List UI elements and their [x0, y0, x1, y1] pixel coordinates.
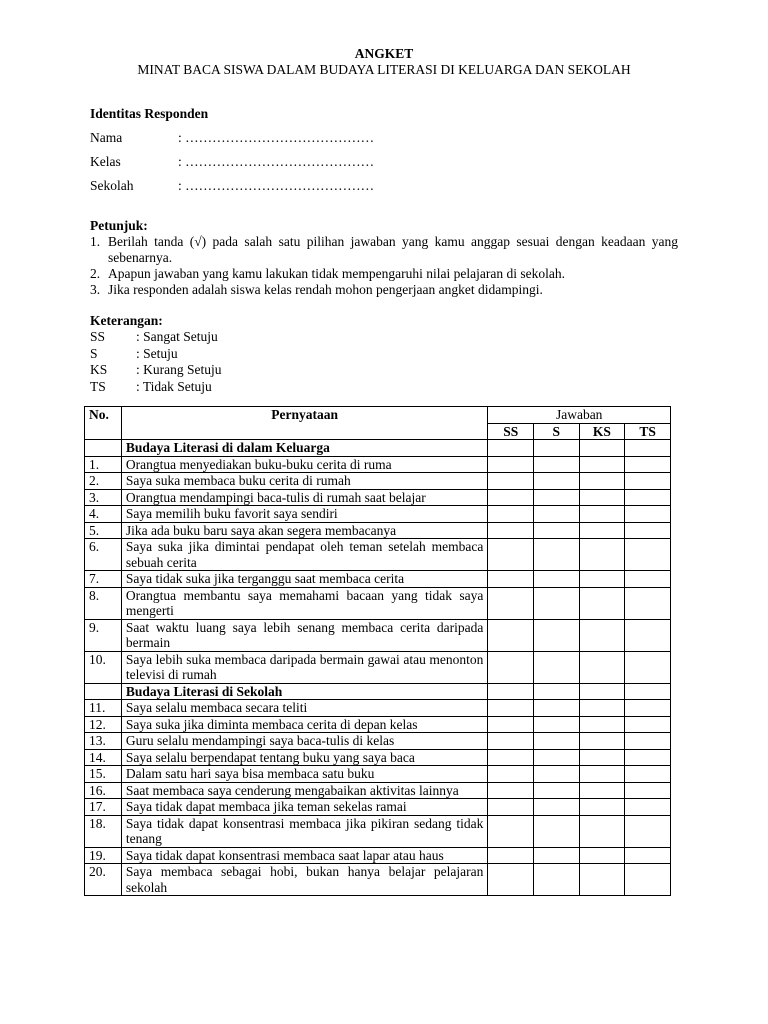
answer-cell-ks[interactable]	[579, 473, 625, 490]
identity-label: Sekolah	[90, 178, 134, 193]
table-row	[85, 456, 671, 473]
statement-text: Saya suka membaca buku cerita di rumah	[121, 473, 488, 490]
group-row	[85, 440, 671, 457]
answer-cell-ts[interactable]	[625, 522, 671, 539]
answer-cell-s[interactable]	[534, 749, 580, 766]
group-answer-cell	[534, 440, 580, 457]
statement-text: Orangtua menyediakan buku-buku cerita di ruma	[121, 456, 488, 473]
group-row	[85, 683, 671, 700]
identity-heading: Identitas Responden	[90, 106, 209, 121]
answer-cell-ks[interactable]	[579, 847, 625, 864]
table-row	[85, 749, 671, 766]
answer-cell-ks[interactable]	[579, 506, 625, 523]
answer-cell-ts[interactable]	[625, 749, 671, 766]
legend-item	[90, 346, 678, 363]
questionnaire-body	[85, 440, 671, 896]
answer-cell-s[interactable]	[534, 619, 580, 651]
statement-text: Saya tidak dapat membaca jika teman sekelas ramai	[121, 799, 488, 816]
statement-text: Saya suka jika diminta membaca cerita di depan kelas	[121, 716, 488, 733]
instruction-number: 1.	[90, 234, 101, 249]
group-answer-cell	[625, 440, 671, 457]
answer-cell-s[interactable]	[534, 716, 580, 733]
answer-cell-ts[interactable]	[625, 456, 671, 473]
row-number: 20.	[85, 864, 122, 896]
answer-cell-ks[interactable]	[579, 733, 625, 750]
answer-cell-ts[interactable]	[625, 766, 671, 783]
statement-text: Guru selalu mendampingi saya baca-tulis di kelas	[121, 733, 488, 750]
identity-field-kelas[interactable]	[90, 154, 678, 170]
instruction-item	[90, 266, 678, 282]
identity-blank[interactable]: : ……………………………………	[178, 178, 375, 193]
legend-code: S	[90, 345, 98, 361]
answer-cell-s[interactable]	[534, 522, 580, 539]
answer-cell-s[interactable]	[534, 733, 580, 750]
answer-cell-ks[interactable]	[579, 799, 625, 816]
table-row	[85, 766, 671, 783]
answer-cell-s[interactable]	[534, 847, 580, 864]
answer-cell-ts[interactable]	[625, 799, 671, 816]
row-number: 2.	[85, 473, 122, 490]
answer-cell-ks[interactable]	[579, 456, 625, 473]
row-number: 19.	[85, 847, 122, 864]
statement-text: Saya tidak dapat konsentrasi membaca jika pikiran sedang tidak tenang	[121, 815, 488, 847]
table-row	[85, 815, 671, 847]
legend-desc: : Kurang Setuju	[136, 362, 222, 377]
row-number: 16.	[85, 782, 122, 799]
row-number: 7.	[85, 571, 122, 588]
instruction-number: 3.	[90, 282, 101, 297]
instruction-item	[90, 282, 678, 298]
legend-desc: : Setuju	[136, 345, 178, 361]
group-answer-cell	[534, 683, 580, 700]
answer-cell-s[interactable]	[534, 489, 580, 506]
answer-cell-s[interactable]	[534, 864, 580, 896]
row-number: 4.	[85, 506, 122, 523]
answer-cell-ss[interactable]	[488, 539, 534, 571]
statement-text: Saya memilih buku favorit saya sendiri	[121, 506, 488, 523]
answer-cell-ss[interactable]	[488, 587, 534, 619]
answer-cell-ts[interactable]	[625, 733, 671, 750]
table-row	[85, 864, 671, 896]
answer-cell-s[interactable]	[534, 700, 580, 717]
identity-label: Nama	[90, 130, 123, 145]
answer-cell-ss[interactable]	[488, 749, 534, 766]
answer-cell-ss[interactable]	[488, 733, 534, 750]
row-number: 14.	[85, 749, 122, 766]
row-number: 13.	[85, 733, 122, 750]
answer-cell-ss[interactable]	[488, 815, 534, 847]
answer-cell-ks[interactable]	[579, 651, 625, 683]
answer-cell-ks[interactable]	[579, 749, 625, 766]
legend-item	[90, 379, 678, 396]
table-row	[85, 506, 671, 523]
answer-cell-ts[interactable]	[625, 587, 671, 619]
statement-text: Saya selalu membaca secara teliti	[121, 700, 488, 717]
group-no-cell	[85, 440, 122, 457]
legend-code: SS	[90, 329, 106, 344]
group-answer-cell	[488, 683, 534, 700]
statement-text: Jika ada buku baru saya akan segera membacanya	[121, 522, 488, 539]
answer-cell-ss[interactable]	[488, 700, 534, 717]
row-number: 18.	[85, 815, 122, 847]
answer-cell-ts[interactable]	[625, 651, 671, 683]
answer-cell-s[interactable]	[534, 456, 580, 473]
table-row	[85, 571, 671, 588]
answer-cell-s[interactable]	[534, 782, 580, 799]
answer-cell-ts[interactable]	[625, 571, 671, 588]
statement-text: Saat waktu luang saya lebih senang membaca cerita daripada bermain	[121, 619, 488, 651]
answer-cell-ks[interactable]	[579, 864, 625, 896]
statement-text: Saya selalu berpendapat tentang buku yang saya baca	[121, 749, 488, 766]
row-number: 15.	[85, 766, 122, 783]
answer-cell-ss[interactable]	[488, 651, 534, 683]
row-number: 9.	[85, 619, 122, 651]
answer-cell-ks[interactable]	[579, 619, 625, 651]
row-number: 11.	[85, 700, 122, 717]
answer-cell-ks[interactable]	[579, 522, 625, 539]
statement-text: Dalam satu hari saya bisa membaca satu buku	[121, 766, 488, 783]
respondent-identity-section	[90, 106, 678, 194]
group-answer-cell	[579, 683, 625, 700]
answer-cell-ts[interactable]	[625, 539, 671, 571]
table-row	[85, 700, 671, 717]
statement-text: Saya tidak dapat konsentrasi membaca saat lapar atau haus	[121, 847, 488, 864]
table-row	[85, 473, 671, 490]
statement-text: Orangtua mendampingi baca-tulis di rumah saat belajar	[121, 489, 488, 506]
answer-cell-ts[interactable]	[625, 847, 671, 864]
instruction-text: Apapun jawaban yang kamu lakukan tidak mempengaruhi nilai pelajaran di sekolah.	[108, 266, 565, 281]
answer-cell-ks[interactable]	[579, 571, 625, 588]
answer-cell-ts[interactable]	[625, 700, 671, 717]
table-row	[85, 733, 671, 750]
legend-desc: : Tidak Setuju	[136, 378, 212, 394]
instruction-item	[90, 234, 678, 266]
legend-section	[90, 313, 678, 395]
answer-cell-ts[interactable]	[625, 864, 671, 896]
answer-cell-s[interactable]	[534, 766, 580, 783]
answer-cell-ks[interactable]	[579, 782, 625, 799]
answer-cell-ks[interactable]	[579, 766, 625, 783]
statement-text: Saya suka jika dimintai pendapat oleh teman setelah membaca sebuah cerita	[121, 539, 488, 571]
row-number: 17.	[85, 799, 122, 816]
answer-cell-ss[interactable]	[488, 456, 534, 473]
row-number: 8.	[85, 587, 122, 619]
legend-code: KS	[90, 362, 108, 377]
answer-cell-ss[interactable]	[488, 847, 534, 864]
answer-cell-ts[interactable]	[625, 815, 671, 847]
statement-text: Saat membaca saya cenderung mengabaikan aktivitas lainnya	[121, 782, 488, 799]
table-row	[85, 587, 671, 619]
answer-cell-ss[interactable]	[488, 506, 534, 523]
table-row	[85, 799, 671, 816]
answer-cell-ts[interactable]	[625, 506, 671, 523]
document-subtitle: MINAT BACA SISWA DALAM BUDAYA LITERASI DI KELUARGA DAN SEKOLAH	[137, 62, 631, 77]
answer-cell-s[interactable]	[534, 539, 580, 571]
answer-cell-ks[interactable]	[579, 489, 625, 506]
answer-cell-ts[interactable]	[625, 782, 671, 799]
table-row	[85, 716, 671, 733]
group-answer-cell	[579, 440, 625, 457]
col-header-ss: SS	[488, 423, 534, 440]
answer-cell-ks[interactable]	[579, 815, 625, 847]
table-row	[85, 782, 671, 799]
statement-text: Saya lebih suka membaca daripada bermain gawai atau menonton televisi di rumah	[121, 651, 488, 683]
table-row	[85, 489, 671, 506]
identity-blank[interactable]: : ……………………………………	[178, 130, 375, 145]
instructions-heading: Petunjuk:	[90, 218, 148, 233]
answer-cell-ss[interactable]	[488, 571, 534, 588]
document-title: ANGKET	[354, 46, 414, 61]
row-number: 3.	[85, 489, 122, 506]
legend-heading: Keterangan:	[90, 313, 163, 328]
table-row	[85, 619, 671, 651]
row-number: 10.	[85, 651, 122, 683]
statement-text: Saya membaca sebagai hobi, bukan hanya belajar pelajaran sekolah	[121, 864, 488, 896]
answer-cell-s[interactable]	[534, 506, 580, 523]
identity-field-nama[interactable]	[90, 130, 678, 146]
table-row	[85, 847, 671, 864]
answer-cell-ks[interactable]	[579, 700, 625, 717]
answer-cell-ks[interactable]	[579, 716, 625, 733]
identity-blank[interactable]: : ……………………………………	[178, 154, 375, 169]
group-title: Budaya Literasi di Sekolah	[121, 683, 488, 700]
col-header-ks: KS	[579, 423, 625, 440]
group-answer-cell	[488, 440, 534, 457]
answer-cell-ss[interactable]	[488, 716, 534, 733]
instruction-text: Berilah tanda (√) pada salah satu pilihan jawaban yang kamu anggap sesuai dengan keadaan yang sebenarnya.	[108, 234, 678, 265]
group-answer-cell	[625, 683, 671, 700]
answer-cell-ss[interactable]	[488, 619, 534, 651]
legend-item	[90, 362, 678, 379]
answer-cell-ss[interactable]	[488, 766, 534, 783]
row-number: 6.	[85, 539, 122, 571]
legend-desc: : Sangat Setuju	[136, 329, 218, 344]
answer-cell-s[interactable]	[534, 473, 580, 490]
table-row	[85, 539, 671, 571]
group-no-cell	[85, 683, 122, 700]
legend-code: TS	[90, 378, 106, 394]
legend-item	[90, 329, 678, 346]
statement-text: Orangtua membantu saya memahami bacaan yang tidak saya mengerti	[121, 587, 488, 619]
answer-cell-ts[interactable]	[625, 489, 671, 506]
answer-cell-ks[interactable]	[579, 587, 625, 619]
answer-cell-ss[interactable]	[488, 799, 534, 816]
row-number: 1.	[85, 456, 122, 473]
answer-cell-ts[interactable]	[625, 619, 671, 651]
answer-cell-s[interactable]	[534, 571, 580, 588]
col-header-s: S	[534, 423, 580, 440]
table-row	[85, 651, 671, 683]
questionnaire-page	[90, 46, 678, 395]
answer-cell-ts[interactable]	[625, 473, 671, 490]
instructions-section	[90, 218, 678, 298]
answer-cell-ss[interactable]	[488, 522, 534, 539]
col-header-ts: TS	[625, 423, 671, 440]
questionnaire-table	[84, 406, 671, 896]
col-header-statement: Pernyataan	[121, 407, 488, 440]
answer-cell-ts[interactable]	[625, 716, 671, 733]
col-header-answer: Jawaban	[488, 407, 671, 424]
answer-cell-ss[interactable]	[488, 864, 534, 896]
answer-cell-s[interactable]	[534, 651, 580, 683]
col-header-no: No.	[85, 407, 122, 440]
table-row	[85, 522, 671, 539]
group-title: Budaya Literasi di dalam Keluarga	[121, 440, 488, 457]
answer-cell-ss[interactable]	[488, 782, 534, 799]
instruction-number: 2.	[90, 266, 101, 281]
answer-cell-ss[interactable]	[488, 489, 534, 506]
identity-field-sekolah[interactable]	[90, 178, 678, 194]
answer-cell-ks[interactable]	[579, 539, 625, 571]
identity-label: Kelas	[90, 154, 121, 169]
answer-cell-s[interactable]	[534, 815, 580, 847]
answer-cell-s[interactable]	[534, 799, 580, 816]
instruction-text: Jika responden adalah siswa kelas rendah mohon pengerjaan angket didampingi.	[108, 282, 543, 297]
statement-text: Saya tidak suka jika terganggu saat membaca cerita	[121, 571, 488, 588]
row-number: 5.	[85, 522, 122, 539]
answer-cell-ss[interactable]	[488, 473, 534, 490]
answer-cell-s[interactable]	[534, 587, 580, 619]
row-number: 12.	[85, 716, 122, 733]
